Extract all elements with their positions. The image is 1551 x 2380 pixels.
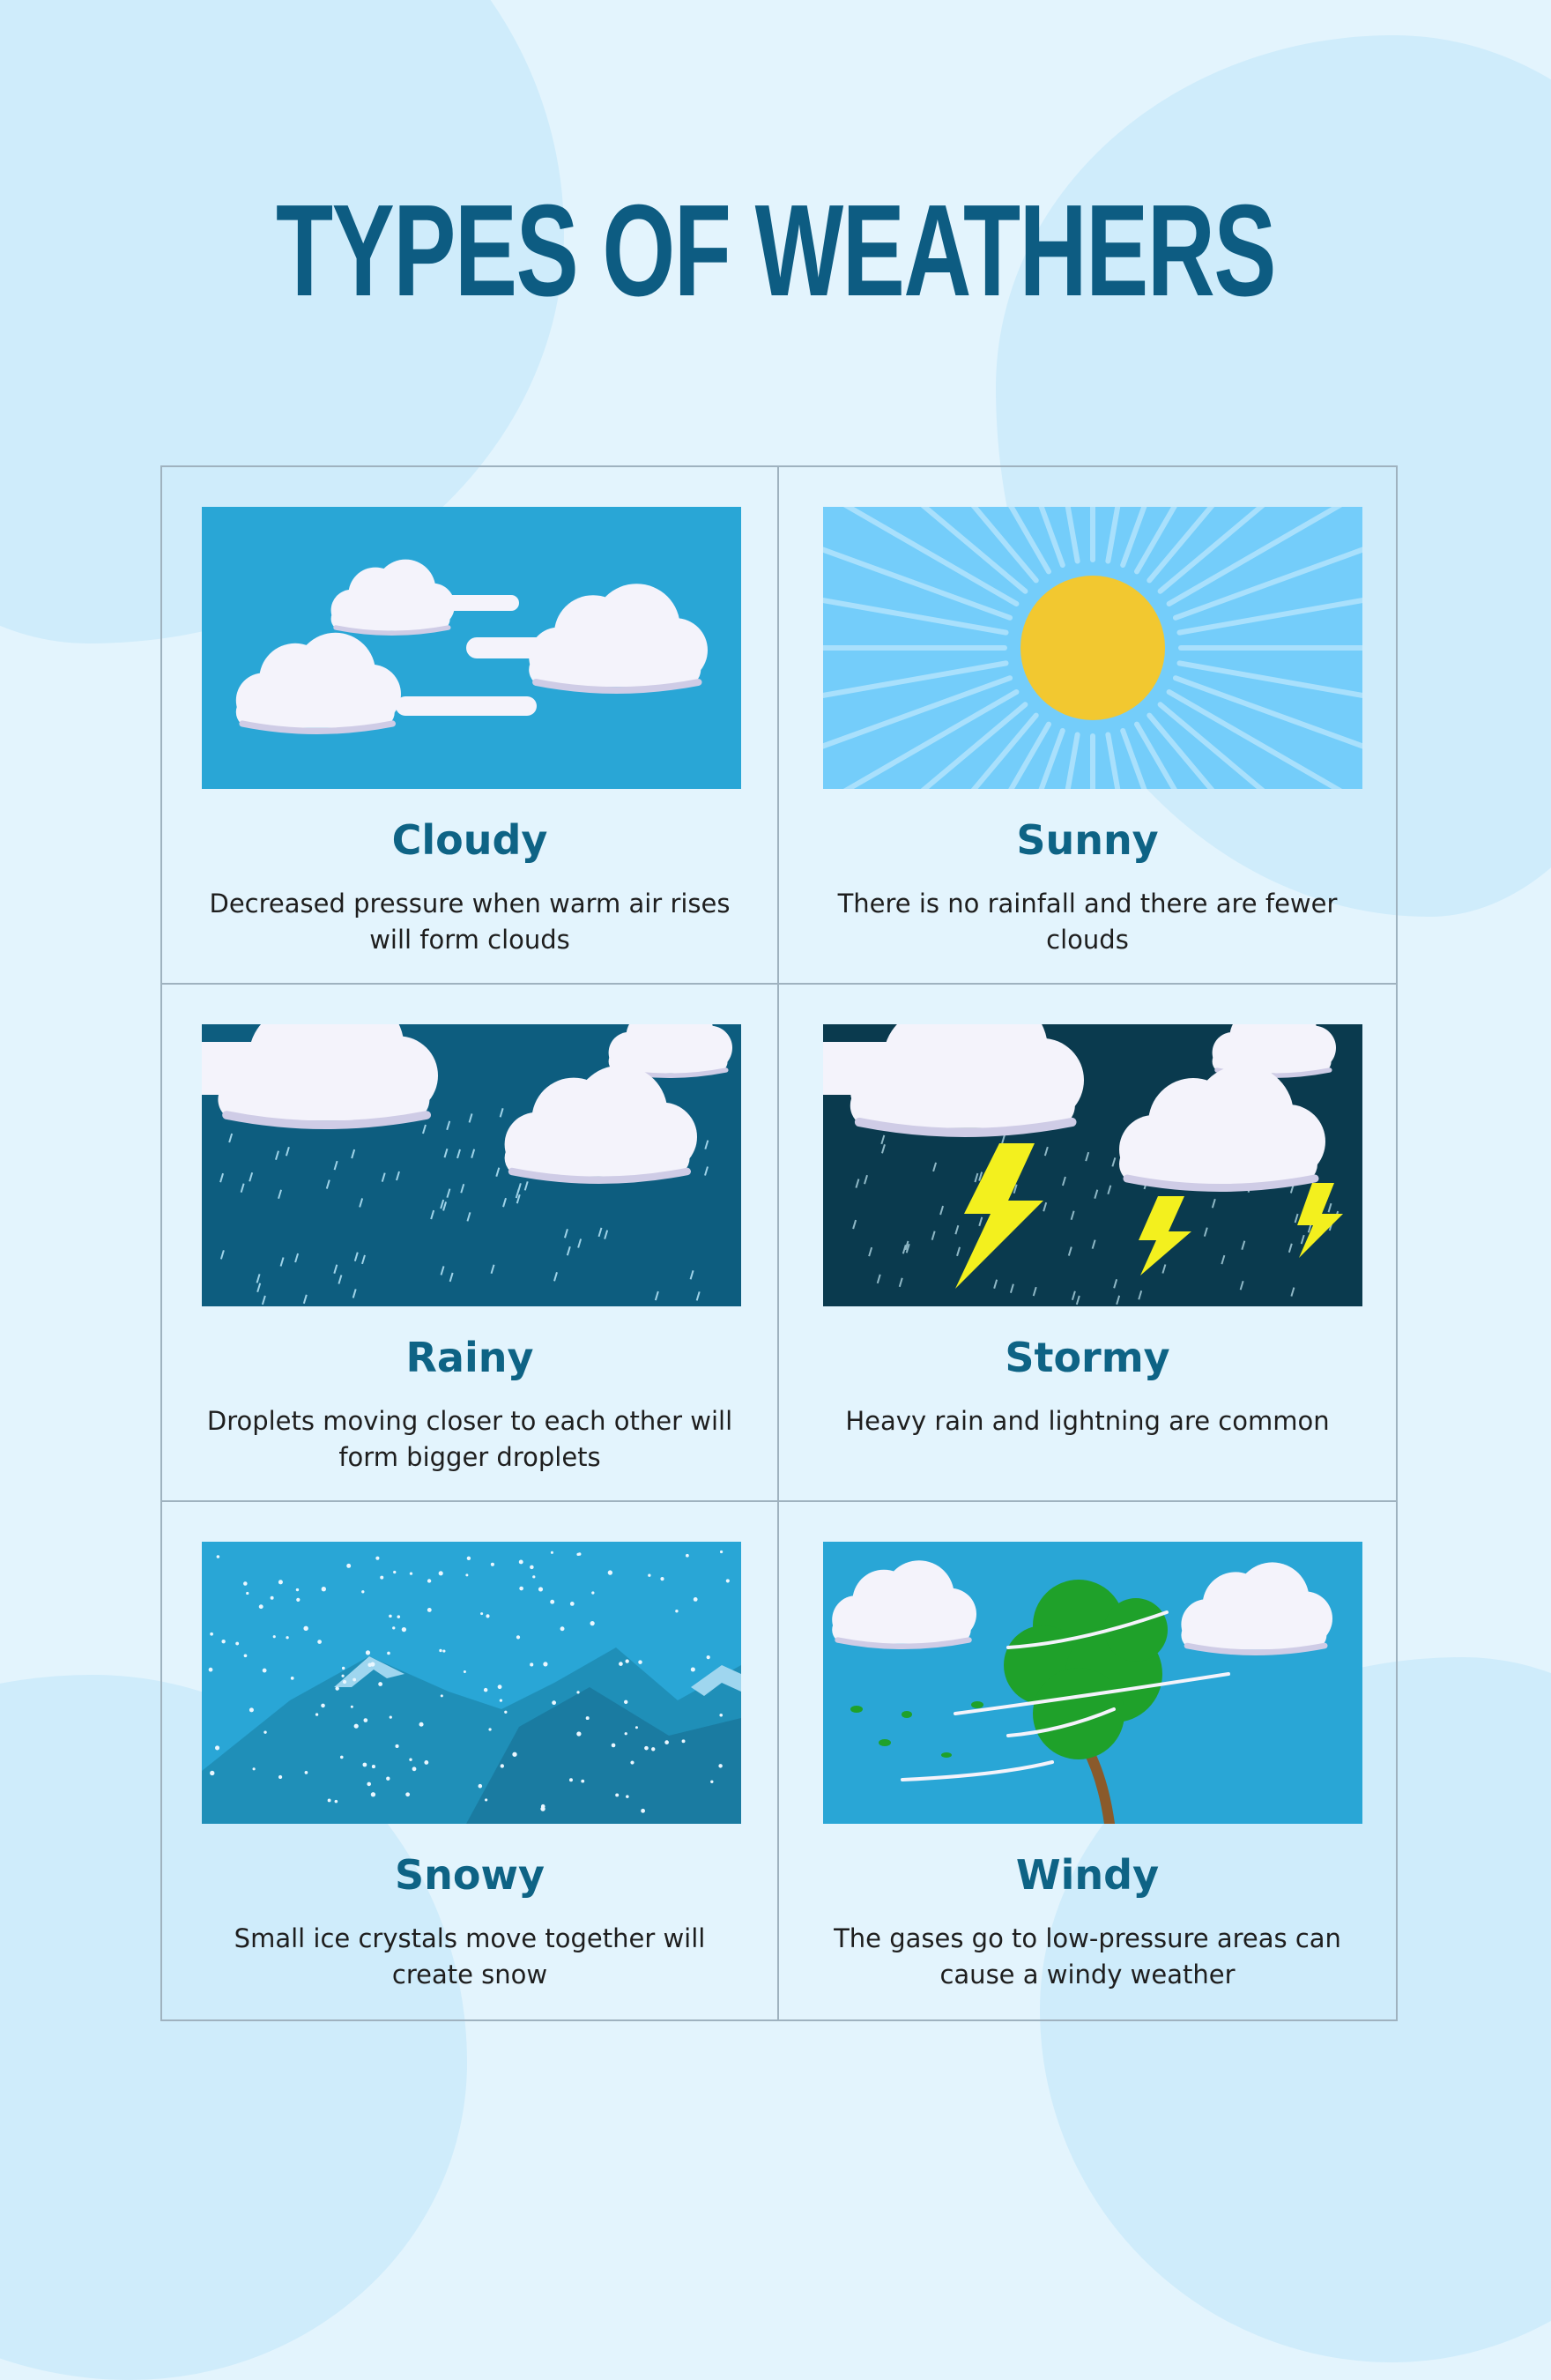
card-title: Windy	[1015, 1851, 1160, 1899]
snowy-mountains-illustration	[202, 1542, 741, 1824]
card-title: Stormy	[1005, 1334, 1170, 1381]
card-description: Droplets moving closer to each other will form bigger droplets	[206, 1406, 733, 1472]
card-description: Decreased pressure when warm air rises will form clouds	[209, 889, 731, 955]
card-description: Heavy rain and lightning are common	[845, 1406, 1330, 1436]
windblown-tree-illustration	[823, 1542, 1362, 1824]
weather-card-windy	[779, 1502, 1396, 2019]
rain-clouds-illustration	[202, 1024, 741, 1306]
clouds-illustration	[202, 507, 741, 789]
weather-card-sunny	[779, 467, 1396, 985]
card-title: Rainy	[405, 1334, 534, 1381]
weather-grid	[160, 465, 1398, 2021]
weather-card-rainy	[162, 985, 779, 1502]
weather-card-cloudy	[162, 467, 779, 985]
card-description: Small ice crystals move together will create snow	[234, 1923, 706, 1990]
weather-card-stormy	[779, 985, 1396, 1502]
sun-illustration	[823, 507, 1362, 789]
card-title: Cloudy	[391, 816, 548, 864]
storm-lightning-illustration	[823, 1024, 1362, 1306]
card-title: Sunny	[1016, 816, 1159, 864]
card-description: The gases go to low-pressure areas can cause a windy weather	[834, 1923, 1341, 1990]
weather-card-snowy	[162, 1502, 779, 2019]
card-title: Snowy	[395, 1851, 545, 1899]
card-description: There is no rainfall and there are fewer clouds	[837, 889, 1338, 955]
poster-title: TYPES OF WEATHERS	[276, 178, 1275, 324]
